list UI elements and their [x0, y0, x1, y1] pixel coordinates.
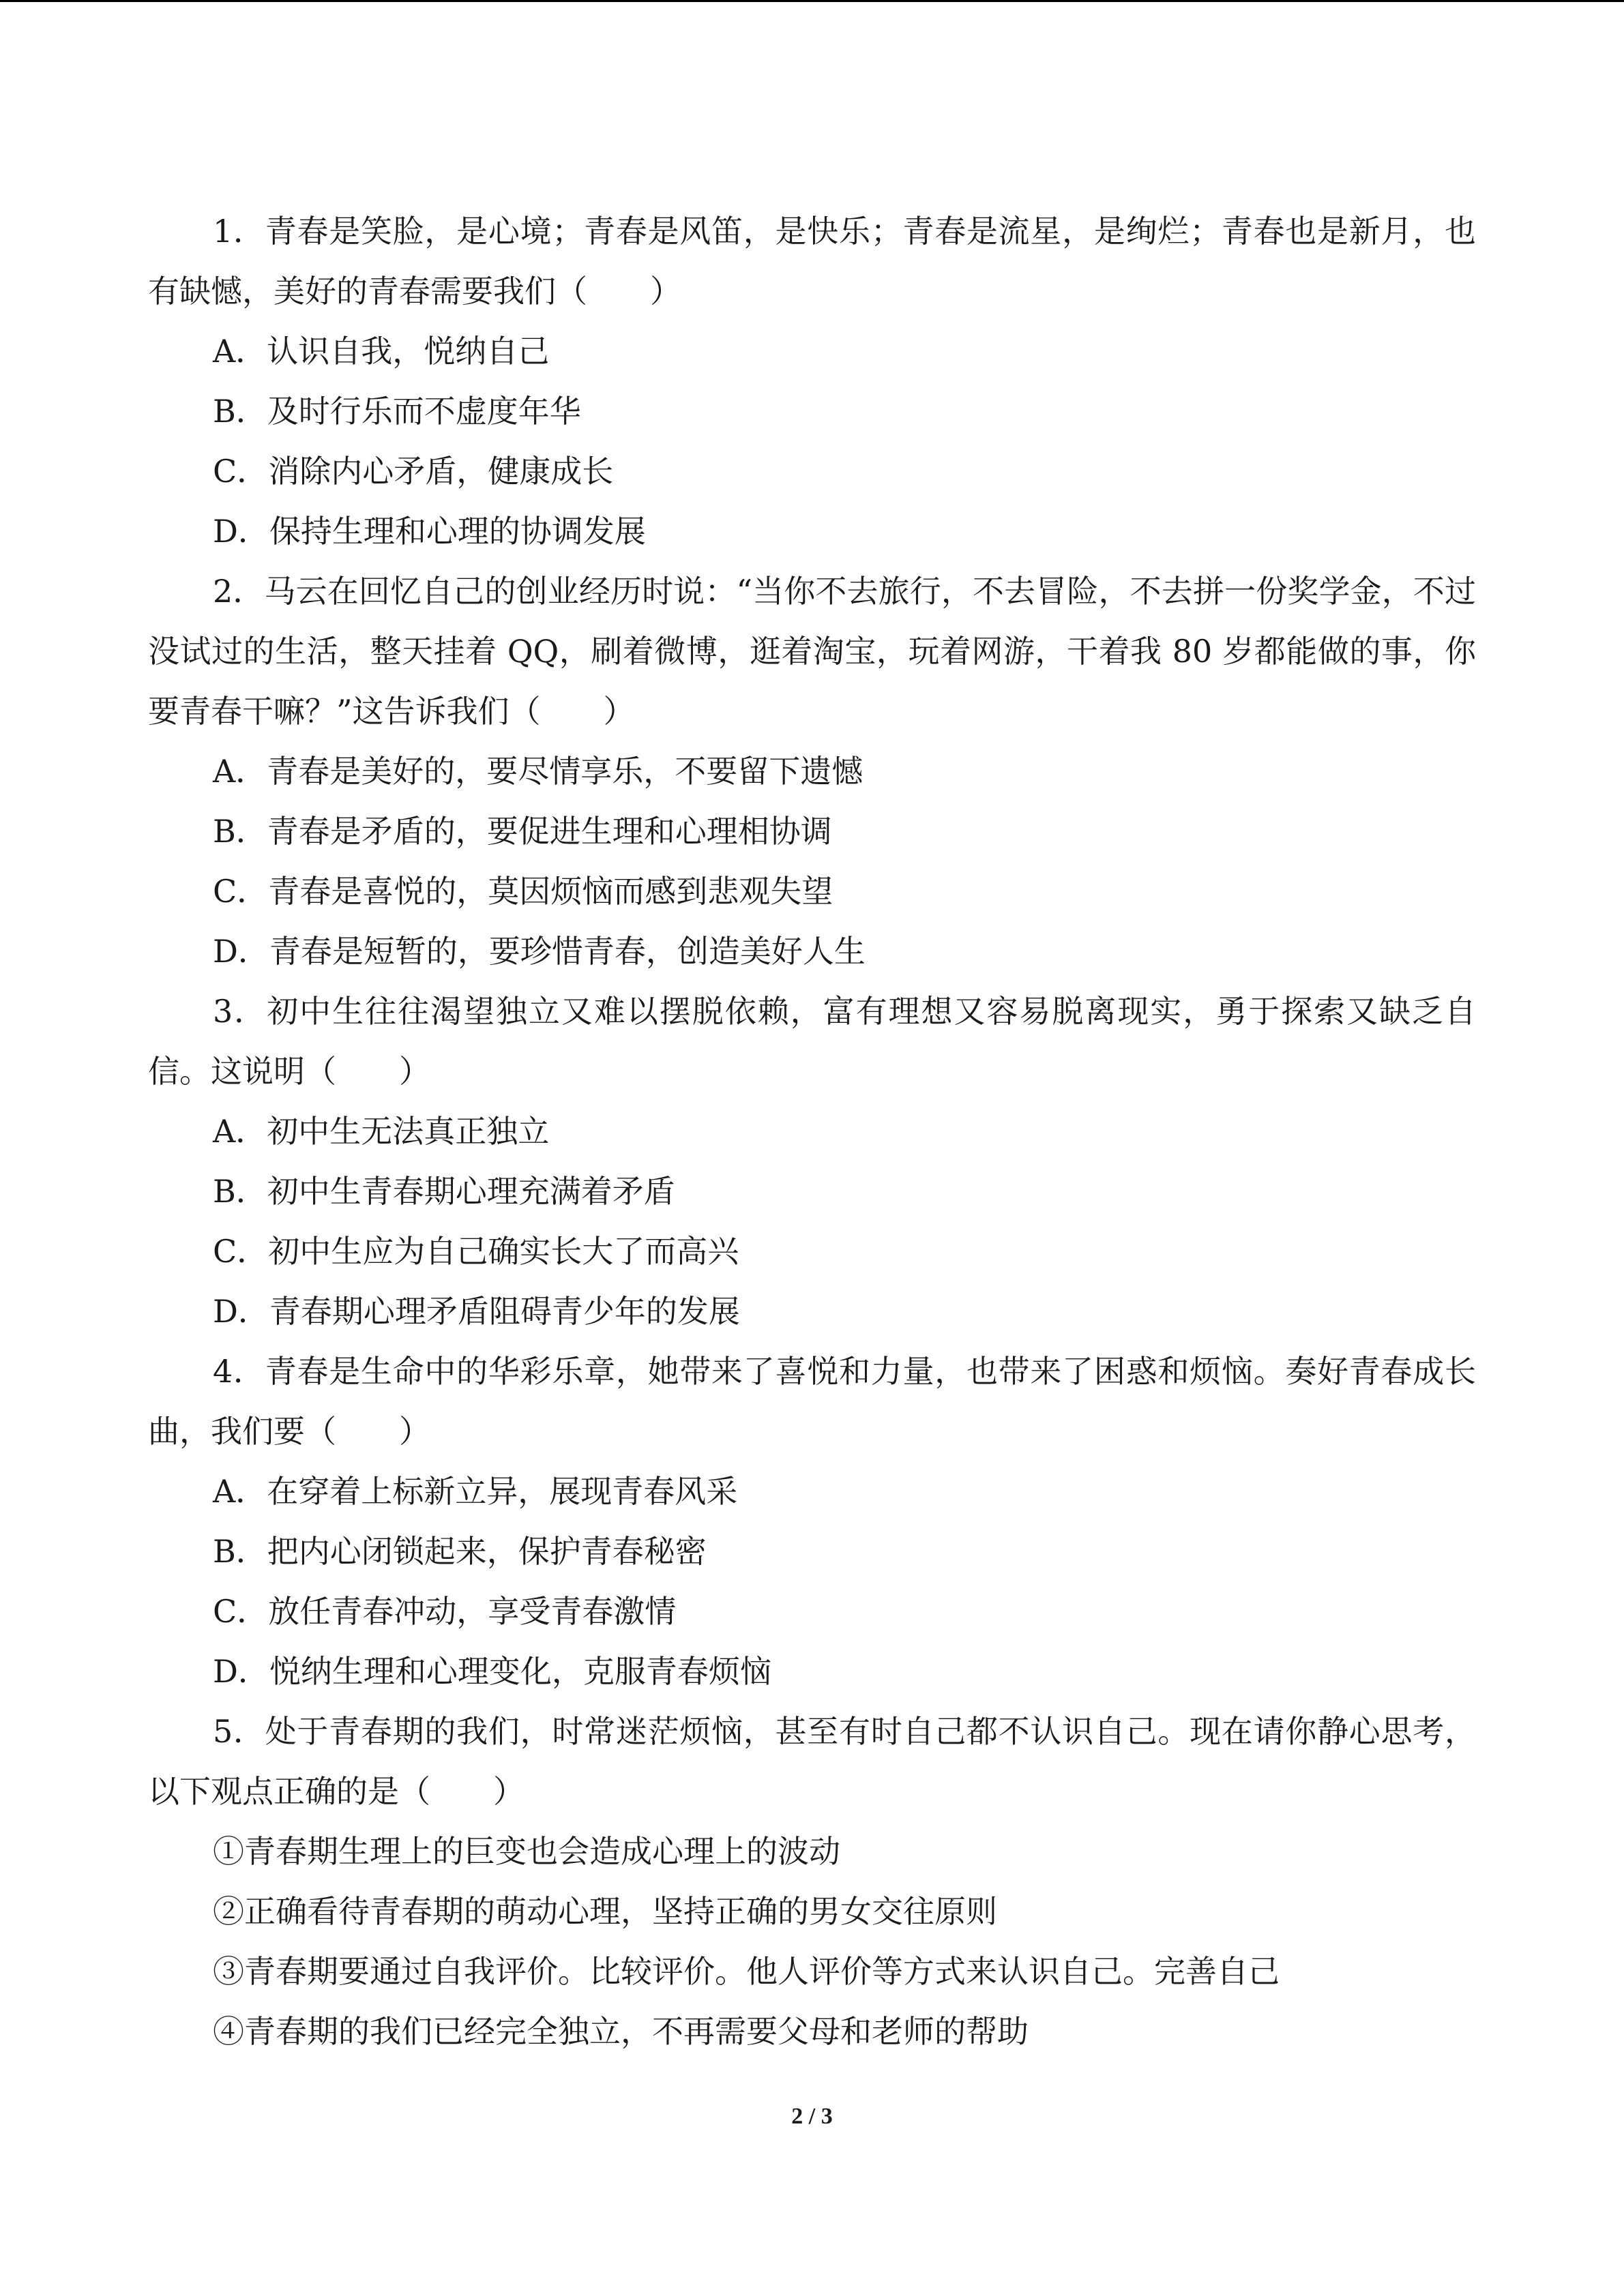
option-c: C．初中生应为自己确实长大了而高兴: [213, 1233, 739, 1270]
option-c: C．消除内心矛盾，健康成长: [213, 453, 614, 490]
question-stem: 4．青春是生命中的华彩乐章，她带来了喜悦和力量，也带来了困惑和烦恼。奏好青春成长曲，我们要（ ）: [148, 1353, 1476, 1450]
option-d: D．青春是短暂的，要珍惜青春，创造美好人生: [213, 933, 866, 970]
option-b: B．青春是矛盾的，要促进生理和心理相协调: [213, 813, 832, 850]
option-d: D．保持生理和心理的协调发展: [213, 513, 646, 550]
question-stem: 2．马云在回忆自己的创业经历时说：“当你不去旅行，不去冒险，不去拼一份奖学金，不过没试过的生活，整天挂着 QQ，刷着微博，逛着淘宝，玩着网游，干着我 80 岁都能做的事，你要青春干嘛？”这告诉我们（ ）: [148, 573, 1476, 730]
question-list: [148, 201, 1476, 2061]
page-number: 2 / 3: [791, 2104, 833, 2129]
option-d: D．悦纳生理和心理变化，克服青春烦恼: [213, 1653, 771, 1690]
option-a: A．认识自我，悦纳自己: [213, 333, 550, 370]
option-c: C．青春是喜悦的，莫因烦恼而感到悲观失望: [213, 873, 833, 910]
question-2: [148, 561, 1476, 981]
statement-1: ①青春期生理上的巨变也会造成心理上的波动: [213, 1833, 840, 1870]
option-b: B．把内心闭锁起来，保护青春秘密: [213, 1533, 707, 1570]
question-3: [148, 981, 1476, 1341]
top-border-line: [0, 0, 1624, 2]
option-a: A．青春是美好的，要尽情享乐，不要留下遗憾: [213, 753, 863, 790]
option-b: B．初中生青春期心理充满着矛盾: [213, 1173, 675, 1210]
question-stem: 1．青春是笑脸，是心境；青春是风笛，是快乐；青春是流星，是绚烂；青春也是新月，也有缺憾，美好的青春需要我们（ ）: [148, 213, 1476, 310]
question-4: [148, 1341, 1476, 1701]
question-1: [148, 201, 1476, 561]
option-d: D．青春期心理矛盾阻碍青少年的发展: [213, 1293, 740, 1330]
question-stem: 5．处于青春期的我们，时常迷茫烦恼，甚至有时自己都不认识自己。现在请你静心思考，以下观点正确的是（ ）: [148, 1713, 1476, 1810]
statement-2: ②正确看待青春期的萌动心理，坚持正确的男女交往原则: [213, 1893, 997, 1930]
statement-4: ④青春期的我们已经完全独立，不再需要父母和老师的帮助: [213, 2013, 1029, 2050]
question-5: [148, 1701, 1476, 2061]
option-b: B．及时行乐而不虚度年华: [213, 393, 581, 430]
statement-3: ③青春期要通过自我评价。比较评价。他人评价等方式来认识自己。完善自己: [213, 1953, 1280, 1990]
option-a: A．在穿着上标新立异，展现青春风采: [213, 1473, 738, 1510]
option-a: A．初中生无法真正独立: [213, 1113, 550, 1150]
question-stem: 3．初中生往往渴望独立又难以摆脱依赖，富有理想又容易脱离现实，勇于探索又缺乏自信。这说明（ ）: [148, 993, 1476, 1090]
option-c: C．放任青春冲动，享受青春激情: [213, 1593, 677, 1630]
